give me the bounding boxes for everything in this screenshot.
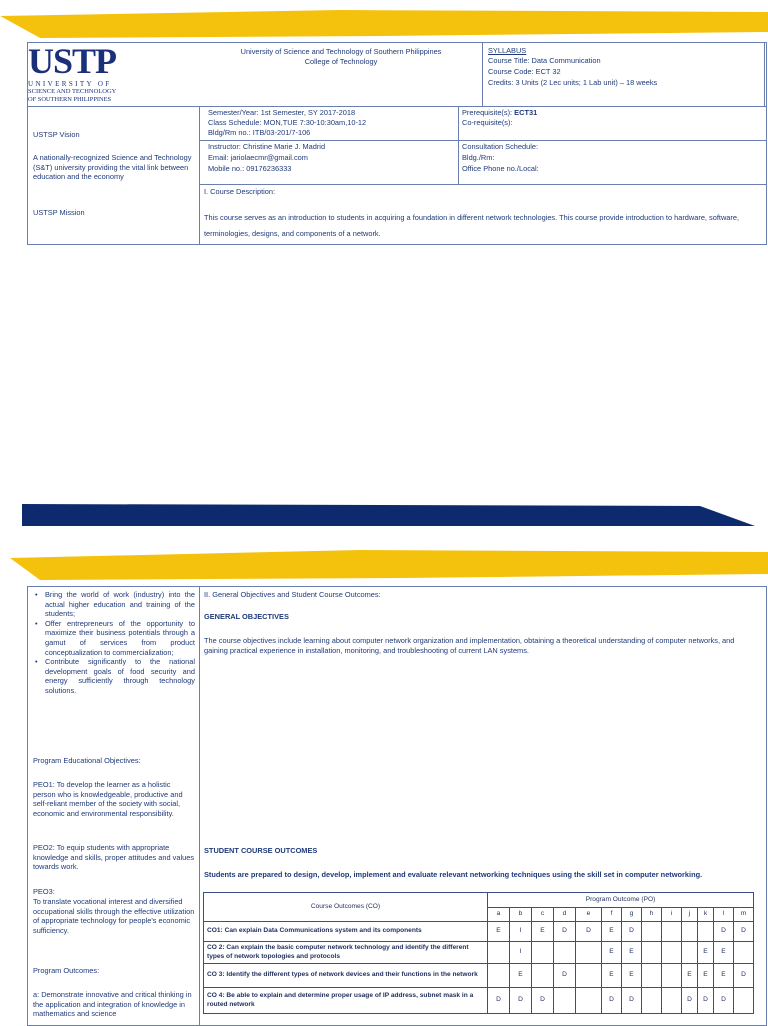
- po-cell: D: [554, 922, 576, 942]
- po-cell: D: [510, 988, 532, 1014]
- po-cell: [554, 942, 576, 964]
- po-cell: [698, 922, 714, 942]
- po-cell: D: [734, 922, 754, 942]
- prerequisite: [462, 108, 537, 118]
- table-row: [204, 964, 754, 988]
- description-title: I. Course Description:: [204, 187, 276, 196]
- mission-item-3: • Contribute significantly to the national development goals of food security and energy sufficiently through technology solutions.: [45, 657, 195, 695]
- class-schedule: Class Schedule: MON,TUE 7:30-10:30am,10-12: [208, 118, 367, 127]
- co-po-table: [203, 892, 754, 1014]
- po-cell: [488, 964, 510, 988]
- po-cell: E: [622, 942, 642, 964]
- po-cell: [662, 964, 682, 988]
- peo3: To translate vocational interest and diversified occupational skills through the effective utilization of appropriate technology for people's economic sufficiency.: [33, 897, 195, 935]
- program-outcome-a: a: Demonstrate innovative and critical thinking in the application and integration of knowledge in mathematics and science: [33, 990, 192, 1019]
- po-cell: D: [714, 988, 734, 1014]
- po-cell: [642, 942, 662, 964]
- po-cell: E: [622, 964, 642, 988]
- po-letter: l: [714, 908, 734, 922]
- objectives-section-title: II. General Objectives and Student Course Outcomes:: [204, 590, 381, 599]
- po-cell: E: [682, 964, 698, 988]
- logo-line2: SCIENCE AND TECHNOLOGY: [28, 88, 117, 95]
- po-letter: c: [532, 908, 554, 922]
- co-label: CO 3: Identify the different types of network devices and their functions in the network: [204, 964, 488, 988]
- po-cell: D: [682, 988, 698, 1014]
- po-cell: E: [532, 922, 554, 942]
- co-label: CO 4: Be able to explain and determine proper usage of IP address, subnet mask in a routed network: [204, 988, 488, 1014]
- co-header: Course Outcomes (CO): [204, 893, 488, 922]
- po-cell: [576, 964, 602, 988]
- po-letter: j: [682, 908, 698, 922]
- po-cell: E: [698, 964, 714, 988]
- consultation-bldg: Bldg./Rm:: [462, 153, 495, 162]
- mission-title: USTSP Mission: [33, 208, 85, 217]
- top-band-page2: [0, 548, 768, 584]
- logo-mark: USTP: [28, 41, 117, 81]
- po-cell: E: [714, 964, 734, 988]
- university-name: University of Science and Technology of Southern Philippines: [240, 47, 442, 56]
- peo-title: Program Educational Objectives:: [33, 756, 141, 765]
- po-cell: D: [488, 988, 510, 1014]
- top-band: [0, 10, 768, 42]
- syllabus-label: SYLLABUS: [488, 46, 527, 55]
- po-letter: g: [622, 908, 642, 922]
- po-cell: [532, 942, 554, 964]
- po-cell: [662, 988, 682, 1014]
- logo-line3: OF SOUTHERN PHILIPPINES: [28, 96, 112, 103]
- po-cell: [734, 942, 754, 964]
- po-cell: D: [622, 922, 642, 942]
- po-letter: k: [698, 908, 714, 922]
- po-letter: b: [510, 908, 532, 922]
- po-letter: m: [734, 908, 754, 922]
- peo1: PEO1: To develop the learner as a holistic person who is knowledgeable, productive and self-reliant member of the society with social, economic and environmental responsibility.: [33, 780, 183, 818]
- po-cell: [642, 988, 662, 1014]
- general-objectives-title: GENERAL OBJECTIVES: [204, 612, 289, 621]
- vision-text: A nationally-recognized Science and Technology (S&T) university providing the vital link between education and the economy: [33, 153, 192, 182]
- po-letter: h: [642, 908, 662, 922]
- credits: Credits: 3 Units (2 Lec units; 1 Lab unit) – 18 weeks: [488, 78, 658, 87]
- student-course-outcomes-text: Students are prepared to design, develop, implement and evaluate relevant networking techniques using the skill set in computer networking.: [204, 870, 703, 879]
- course-title: Course Title: Data Communication: [488, 56, 601, 65]
- po-cell: D: [698, 988, 714, 1014]
- po-letter: d: [554, 908, 576, 922]
- po-cell: D: [622, 988, 642, 1014]
- po-cell: E: [602, 922, 622, 942]
- po-cell: [642, 964, 662, 988]
- college-name: College of Technology: [304, 57, 378, 66]
- po-cell: D: [714, 922, 734, 942]
- table-row: [204, 988, 754, 1014]
- room: Bldg/Rm no.: ITB/03-201/7-106: [208, 128, 311, 137]
- po-header: Program Outcome (PO): [488, 893, 754, 908]
- po-letter: a: [488, 908, 510, 922]
- co-label: CO 2: Can explain the basic computer network technology and identify the different types of network topologies and protocols: [204, 942, 488, 964]
- corequisite: Co-requisite(s):: [462, 118, 513, 127]
- po-cell: D: [602, 988, 622, 1014]
- po-cell: D: [532, 988, 554, 1014]
- po-cell: E: [510, 964, 532, 988]
- po-cell: D: [734, 964, 754, 988]
- general-objectives-text: The course objectives include learning about computer network organization and implementation, obtaining a theoretical understanding of computer networks, and gaining practical experience in installation, monitoring, and troubleshooting of current LAN systems.: [204, 636, 735, 655]
- po-cell: E: [602, 942, 622, 964]
- po-cell: [662, 922, 682, 942]
- po-cell: [532, 964, 554, 988]
- po-cell: E: [714, 942, 734, 964]
- po-cell: D: [554, 964, 576, 988]
- mission-list-container: [33, 590, 195, 696]
- po-cell: E: [602, 964, 622, 988]
- po-cell: [662, 942, 682, 964]
- instructor-email: Email: jariolaecmr@gmail.com: [208, 153, 308, 162]
- table-row: [204, 942, 754, 964]
- po-cell: [642, 922, 662, 942]
- po-cell: I: [510, 922, 532, 942]
- table-row: [204, 922, 754, 942]
- po-cell: D: [576, 922, 602, 942]
- po-cell: [682, 942, 698, 964]
- consultation-schedule: Consultation Schedule:: [462, 142, 539, 151]
- po-cell: E: [488, 922, 510, 942]
- po-letter: e: [576, 908, 602, 922]
- po-cell: [576, 988, 602, 1014]
- semester: Semester/Year: 1st Semester, SY 2017-2018: [208, 108, 356, 117]
- ustp-logo: [28, 41, 126, 106]
- po-letter: f: [602, 908, 622, 922]
- description-text: This course serves as an introduction to students in acquiring a foundation in different network technologies. This course provide introduction to hardware, software, terminologies, designs, and components of a network.: [204, 213, 740, 238]
- po-cell: [682, 922, 698, 942]
- student-course-outcomes-title: STUDENT COURSE OUTCOMES: [204, 846, 318, 855]
- instructor-mobile: Mobile no.: 09176236333: [208, 164, 292, 173]
- program-outcomes-title: Program Outcomes:: [33, 966, 100, 975]
- peo2: PEO2: To equip students with appropriate knowledge and skills, proper attitudes and values towards work.: [33, 843, 195, 872]
- po-cell: [734, 988, 754, 1014]
- po-cell: [488, 942, 510, 964]
- prerequisite-value: ECT31: [514, 108, 538, 117]
- co-label: CO1: Can explain Data Communications system and its components: [204, 922, 488, 942]
- prerequisite-label: Prerequisite(s):: [462, 108, 515, 117]
- po-cell: I: [510, 942, 532, 964]
- po-cell: [554, 988, 576, 1014]
- mission-item-2: • Offer entrepreneurs of the opportunity to maximize their business potentials through a gamut of services from product conceptualization to commercialization;: [45, 619, 195, 657]
- po-cell: E: [698, 942, 714, 964]
- course-code: Course Code: ECT 32: [488, 67, 561, 76]
- mission-item-1: • Bring the world of work (industry) into the actual higher education and training of the students;: [45, 590, 195, 619]
- logo-line1: UNIVERSITY OF: [28, 80, 112, 88]
- office-phone: Office Phone no./Local:: [462, 164, 539, 173]
- instructor-name: Instructor: Christine Marie J. Madrid: [208, 142, 326, 151]
- po-letter: i: [662, 908, 682, 922]
- vision-title: USTSP Vision: [33, 130, 80, 139]
- page-divider-band: [0, 500, 768, 530]
- po-cell: [576, 942, 602, 964]
- peo3-title: PEO3:: [33, 887, 55, 896]
